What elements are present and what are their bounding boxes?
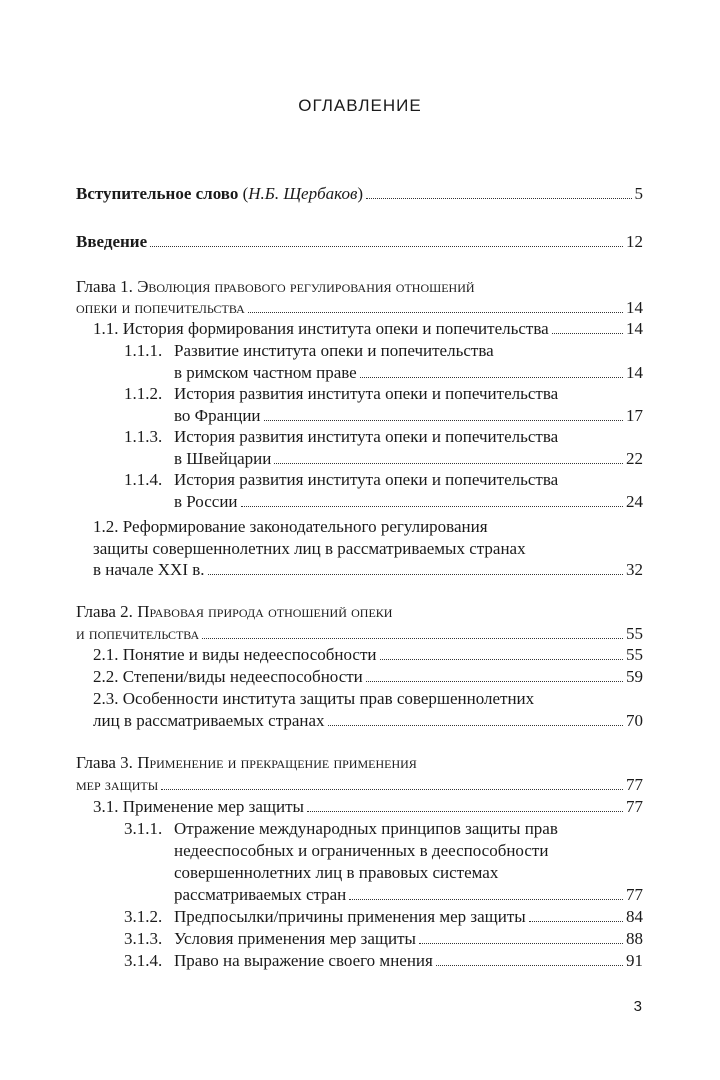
toc-section-1-2-cont[interactable]: защиты совершеннолетних лиц в рассматриваемых странах [93, 539, 526, 558]
toc-entry-label: Условия применения мер защиты [174, 929, 416, 948]
toc-entry-label: лиц в рассматриваемых странах [93, 711, 325, 730]
toc-entry-label: Право на выражение своего мнения [174, 951, 433, 970]
toc-section-3-1-4[interactable] [124, 950, 643, 972]
toc-page-number: 5 [634, 184, 643, 203]
toc-page-number: 55 [626, 624, 643, 643]
toc-entry-label: Степени/виды недееспособности [122, 667, 363, 686]
dot-leader [248, 312, 623, 313]
dot-leader [552, 333, 623, 334]
toc-page-number: 59 [626, 667, 643, 686]
toc-section-3-1-1[interactable]: 3.1.1. Отражение международных принципов защиты прав [124, 819, 558, 838]
chapter-2-heading-end[interactable] [76, 623, 643, 645]
toc-section-2-2[interactable] [93, 666, 643, 688]
toc-page-number: 70 [626, 711, 643, 730]
toc-section-3-1-3[interactable] [124, 928, 643, 950]
section-number: 3.1.2. [124, 907, 163, 926]
toc-section-1-1-4-end[interactable] [174, 491, 643, 513]
toc-page-number: 77 [626, 885, 643, 904]
toc-entry-label: опеки и попечительства [76, 298, 245, 317]
toc-section-2-3-end[interactable] [93, 710, 643, 732]
toc-entry-label: во Франции [174, 406, 261, 425]
toc-section-1-1-2-end[interactable] [174, 405, 643, 427]
toc-page-number: 14 [626, 363, 643, 382]
section-number: 3.1.4. [124, 951, 163, 970]
toc-section-1-1-3-end[interactable] [174, 448, 643, 470]
toc-entry-label: Вступительное слово (Н.Б. Щербаков) [76, 184, 364, 203]
dot-leader [419, 943, 623, 944]
toc-section-3-1-1-cont2[interactable]: совершеннолетних лиц в правовых системах [174, 863, 499, 882]
toc-page-number: 77 [626, 797, 643, 816]
toc-entry-label: в России [174, 492, 238, 511]
toc-section-3-1-1-end[interactable] [174, 884, 643, 906]
dot-leader [366, 198, 631, 199]
chapter-1-heading-end[interactable] [76, 297, 643, 319]
toc-page-number: 22 [626, 449, 643, 468]
dot-leader [208, 574, 623, 575]
toc-page-number: 32 [626, 560, 643, 579]
toc-section-1-1-1[interactable]: 1.1.1. Развитие института опеки и попечительства [124, 341, 494, 360]
toc-page-number: 55 [626, 645, 643, 664]
dot-leader [529, 921, 623, 922]
toc-section-2-1[interactable] [93, 644, 643, 666]
dot-leader [274, 463, 623, 464]
section-number: 3.1.3. [124, 929, 163, 948]
dot-leader [264, 420, 623, 421]
toc-entry-label: в Швейцарии [174, 449, 272, 468]
toc-section-1-1-3[interactable]: 1.1.3. История развития института опеки и попечительства [124, 427, 559, 446]
toc-section-3-1-2[interactable] [124, 906, 643, 928]
section-number: 2.2. [93, 667, 119, 686]
toc-entry-intro-word[interactable] [76, 183, 643, 205]
toc-section-3-1-1-cont1[interactable]: недееспособных и ограниченных в дееспособности [174, 841, 549, 860]
chapter-1-heading[interactable]: Глава 1. Эволюция правового регулирования отношений [76, 277, 475, 296]
toc-entry-label: мер защиты [76, 775, 159, 794]
dot-leader [349, 899, 623, 900]
toc-section-1-1-2[interactable]: 1.1.2. История развития института опеки и попечительства [124, 384, 559, 403]
dot-leader [241, 506, 623, 507]
toc-page-number: 77 [626, 775, 643, 794]
dot-leader [202, 638, 623, 639]
section-number: 1.1. [93, 319, 119, 338]
toc-page-number: 24 [626, 492, 643, 511]
toc-page-number: 17 [626, 406, 643, 425]
toc-entry-label: Применение мер защиты [122, 797, 304, 816]
section-number: 2.1. [93, 645, 119, 664]
toc-page-number: 14 [626, 319, 643, 338]
toc-page-number: 88 [626, 929, 643, 948]
page-number: 3 [633, 998, 642, 1015]
toc-entry-label: Введение [76, 232, 148, 251]
toc-entry-label: Понятие и виды недееспособности [122, 645, 377, 664]
section-number: 3.1. [93, 797, 119, 816]
dot-leader [366, 681, 623, 682]
toc-entry-label: в начале XXI в. [93, 560, 205, 579]
dot-leader [380, 659, 624, 660]
dot-leader [328, 725, 623, 726]
toc-entry-label: и попечительства [76, 624, 200, 643]
toc-entry-label: Предпосылки/причины применения мер защиты [174, 907, 526, 926]
toc-entry-label: рассматриваемых стран [174, 885, 347, 904]
toc-page-number: 12 [626, 232, 643, 251]
toc-entry-introduction[interactable] [76, 231, 643, 253]
toc-page-number: 91 [626, 951, 643, 970]
dot-leader [360, 377, 623, 378]
chapter-3-heading[interactable]: Глава 3. Применение и прекращение применения [76, 753, 417, 772]
dot-leader [150, 246, 623, 247]
toc-section-1-1[interactable] [93, 318, 643, 340]
toc-section-1-1-1-end[interactable] [174, 362, 643, 384]
toc-page-number: 84 [626, 907, 643, 926]
toc-entry-label: История формирования института опеки и попечительства [122, 319, 549, 338]
chapter-3-heading-end[interactable] [76, 774, 643, 796]
page-title: ОГЛАВЛЕНИЕ [298, 96, 422, 115]
toc-section-1-1-4[interactable]: 1.1.4. История развития института опеки и попечительства [124, 470, 559, 489]
toc-entry-label: в римском частном праве [174, 363, 357, 382]
toc-section-1-2-end[interactable] [93, 559, 643, 581]
chapter-2-heading[interactable]: Глава 2. Правовая природа отношений опеки [76, 602, 393, 621]
dot-leader [307, 811, 623, 812]
toc-section-3-1[interactable] [93, 796, 643, 818]
toc-section-2-3[interactable]: 2.3. Особенности института защиты прав совершеннолетних [93, 689, 535, 708]
dot-leader [161, 789, 623, 790]
toc-section-1-2[interactable]: 1.2. Реформирование законодательного регулирования [93, 517, 488, 536]
toc-page-number: 14 [626, 298, 643, 317]
dot-leader [436, 965, 623, 966]
